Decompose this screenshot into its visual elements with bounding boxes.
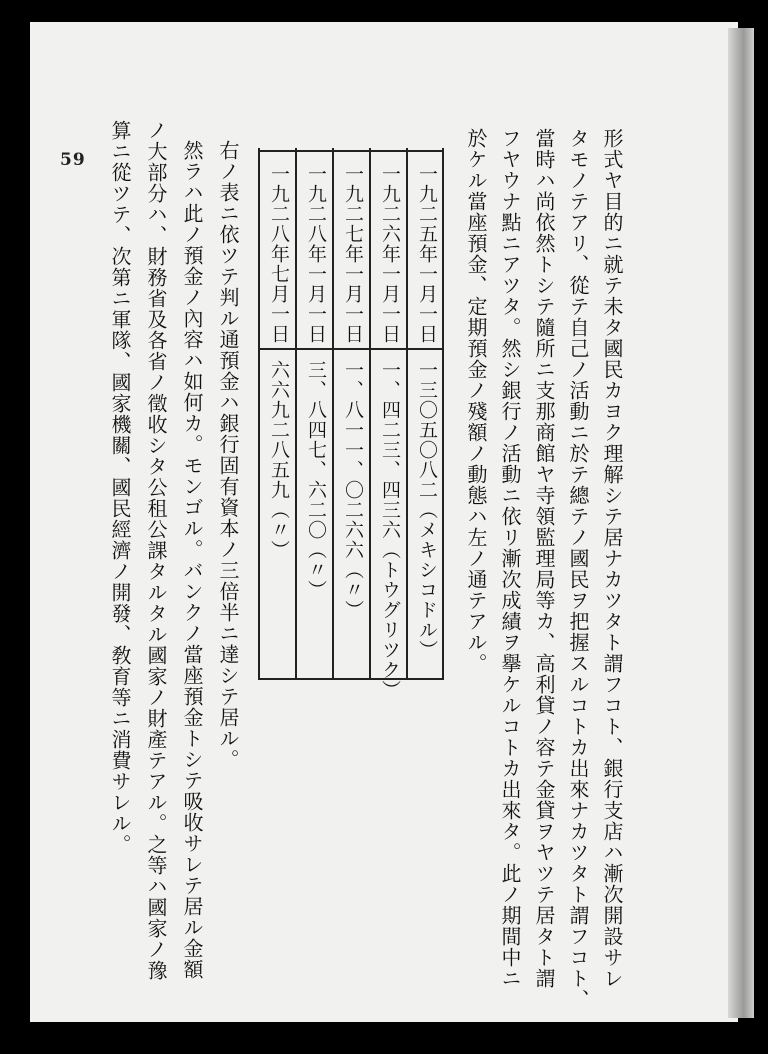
body-column-7: 然ラハ此ノ預金ノ內容ハ如何カ。モンゴル。バンクノ當座預金トシテ吸收サレテ居ル金額 (180, 140, 204, 980)
deposit-table (258, 138, 444, 700)
table-date-1928-07: 一九二八年七月一日 (268, 164, 290, 344)
table-amount-1927-01: 一、八一一、〇二六六（〃） (342, 360, 364, 620)
body-column-8: ノ大部分ハ、財務省及各省ノ徵收シタ公租公課タルタル國家ノ財產テアル。之等ハ國家ノ豫 (144, 120, 168, 981)
body-column-3: 當時ハ尚依然トシテ隨所ニ支那商館ヤ寺領監理局等カ、高利貸ノ容テ金貸ヲヤツテ居タト謂 (532, 128, 556, 989)
body-column-6: 右ノ表ニ依ツテ判ル通預金ハ銀行固有資本ノ三倍半ニ達シテ居ル。 (216, 140, 240, 770)
table-amount-1926-01: 一、四二三、四三六（トウグリツク） (379, 360, 401, 700)
table-top-rule (258, 150, 444, 152)
body-column-4: フヤウナ點ニアツタ。然シ銀行ノ活動ニ依リ漸次成績ヲ擧ケルコトカ出來タ。此ノ期間中ニ (498, 128, 522, 989)
table-date-1925-01: 一九二五年一月一日 (416, 164, 438, 344)
body-column-2: タモノテアリ、從テ自己ノ活動ニ於テ總テノ國民ヲ把握スルコトカ出來ナカツタト謂フコト、 (566, 128, 590, 1010)
table-bottom-rule (258, 678, 444, 680)
table-date-1927-01: 一九二七年一月一日 (342, 164, 364, 344)
table-amount-1928-07: 六六九二八五九（〃） (268, 360, 290, 560)
table-left-rule (258, 148, 260, 678)
table-amount-1928-01: 三、八四七、六二〇（〃） (305, 360, 327, 600)
table-date-1926-01: 一九二六年一月一日 (379, 164, 401, 344)
page-edge (728, 28, 754, 1018)
table-date-1928-01: 一九二八年一月一日 (305, 164, 327, 344)
table-column-rule (406, 148, 408, 678)
table-column-rule (295, 148, 297, 678)
page-number: 59 (60, 150, 86, 170)
table-amount-1925-01: 一三〇五〇八二（メキシコドル） (416, 360, 438, 660)
table-middle-rule (258, 348, 444, 350)
table-column-rule (369, 148, 371, 678)
body-column-5: 於ケル當座預金、定期預金ノ殘額ノ動態ハ左ノ通テアル。 (464, 128, 488, 674)
table-right-rule (442, 148, 444, 678)
table-column-rule (332, 148, 334, 678)
body-column-1: 形式ヤ目的ニ就テ未タ國民カヨク理解シテ居ナカツタト謂フコト、銀行支店ハ漸次開設サレ (600, 128, 624, 989)
body-column-9: 算ニ從ツテ、次第ニ軍隊、國家機關、國民經濟ノ開發、敎育等ニ消費サレル。 (108, 120, 132, 855)
